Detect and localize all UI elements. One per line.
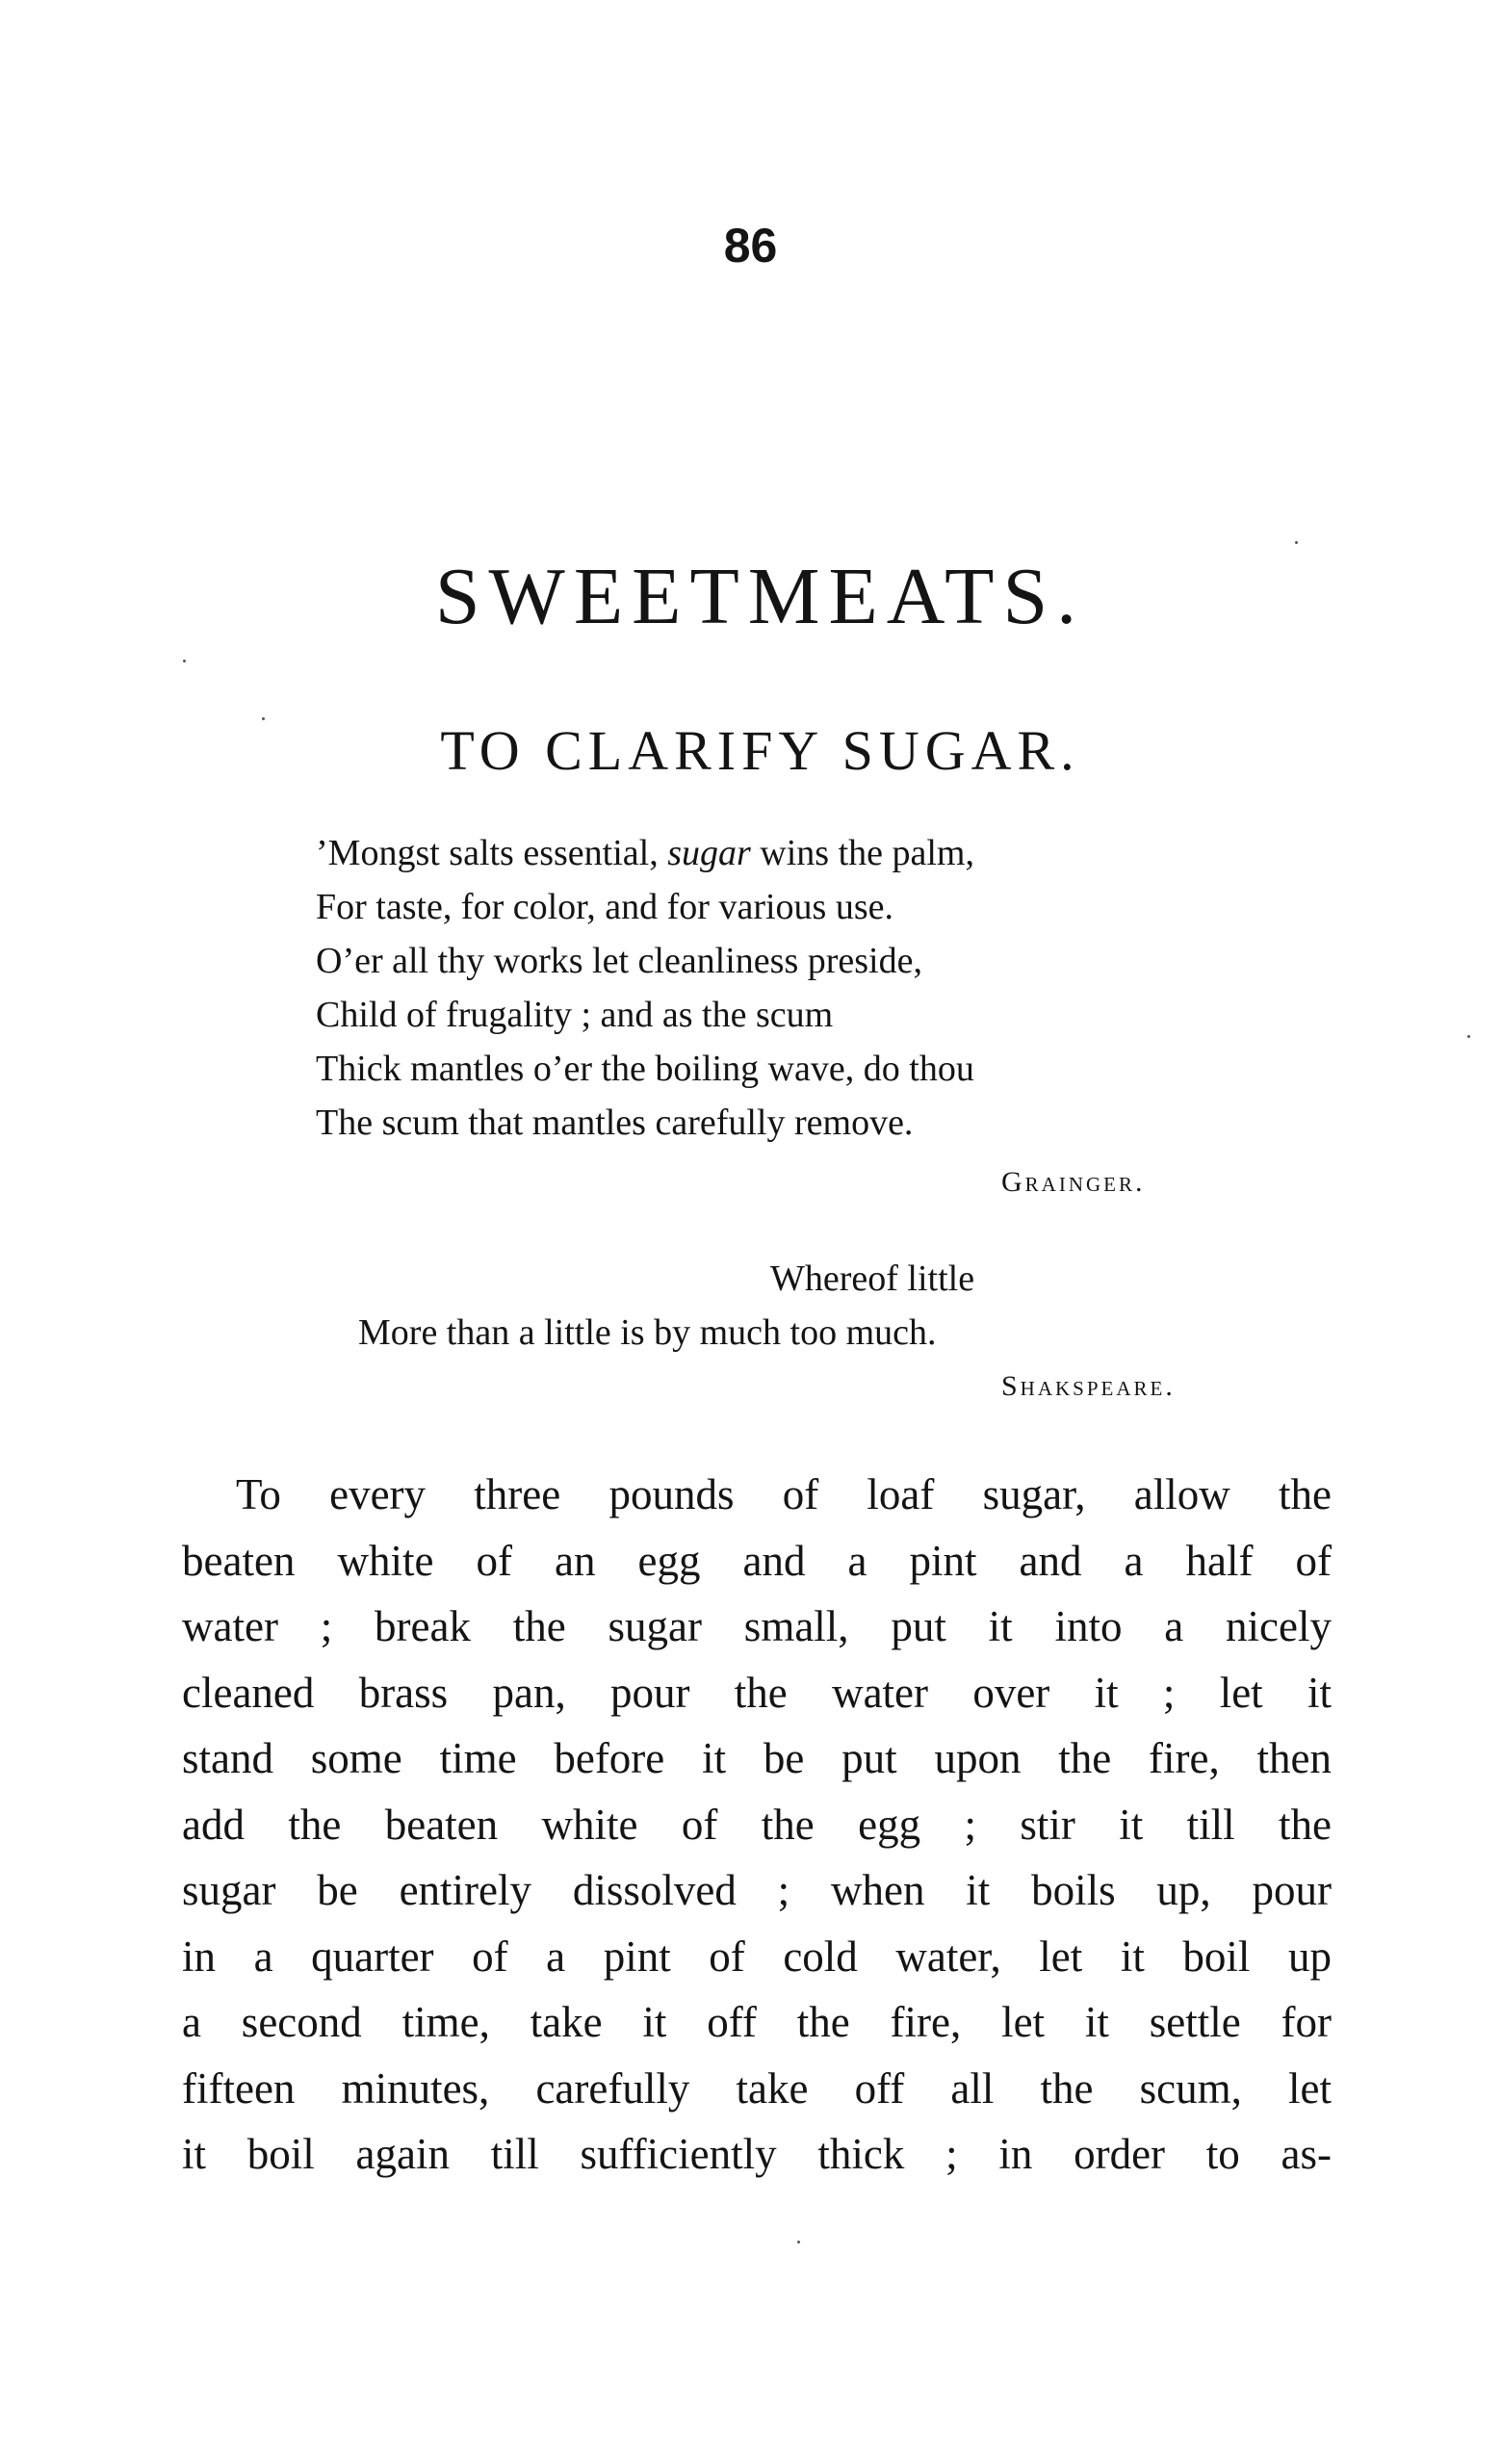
poem-line: ’Mongst salts essential, sugar wins the palm, bbox=[316, 833, 974, 873]
poem-line: For taste, for color, and for various use. bbox=[316, 887, 893, 927]
paper-speck bbox=[797, 2241, 800, 2244]
body-line: To every three pounds of loaf sugar, allow the bbox=[236, 1470, 1332, 1518]
body-line: cleaned brass pan, pour the water over it ; let it bbox=[182, 1668, 1332, 1717]
recipe-title: TO CLARIFY SUGAR. bbox=[440, 719, 1080, 782]
paper-speck bbox=[1295, 541, 1298, 544]
body-line: water ; break the sugar small, put it into a nicely bbox=[182, 1602, 1332, 1650]
quote-line: Whereof little bbox=[770, 1258, 975, 1299]
poem-attribution: Grainger. bbox=[1001, 1166, 1146, 1198]
page-number: 86 bbox=[723, 219, 778, 272]
body-line: beaten white of an egg and a pint and a half of bbox=[182, 1536, 1332, 1585]
paper-speck bbox=[183, 660, 186, 662]
poem-line: The scum that mantles carefully remove. bbox=[316, 1102, 914, 1143]
poem-line: O’er all thy works let cleanliness preside, bbox=[316, 941, 922, 981]
poem-line: Thick mantles o’er the boiling wave, do thou bbox=[316, 1049, 974, 1089]
epigraph-poem bbox=[316, 826, 1182, 1150]
body-line: fifteen minutes, carefully take off all the scum, let bbox=[182, 2063, 1332, 2113]
poem-line: Child of frugality ; and as the scum bbox=[316, 995, 834, 1035]
recipe-body bbox=[182, 1462, 1332, 2188]
body-line: add the beaten white of the egg ; stir it till the bbox=[182, 1800, 1332, 1849]
body-line: sugar be entirely dissolved ; when it boils up, pour bbox=[182, 1866, 1332, 1914]
body-line: in a quarter of a pint of cold water, let it boil up bbox=[182, 1932, 1332, 1981]
body-line: a second time, take it off the fire, let it settle for bbox=[182, 1998, 1332, 2046]
paper-speck bbox=[262, 717, 265, 720]
quote-attribution: Shakspeare. bbox=[1001, 1370, 1176, 1402]
quote-line: More than a little is by much too much. bbox=[358, 1312, 937, 1353]
body-line: stand some time before it be put upon the fire, then bbox=[182, 1734, 1332, 1782]
section-title: SWEETMEATS. bbox=[434, 552, 1086, 641]
body-line: it boil again till sufficiently thick ; in order to as- bbox=[182, 2130, 1332, 2178]
paper-speck bbox=[1467, 1035, 1470, 1038]
